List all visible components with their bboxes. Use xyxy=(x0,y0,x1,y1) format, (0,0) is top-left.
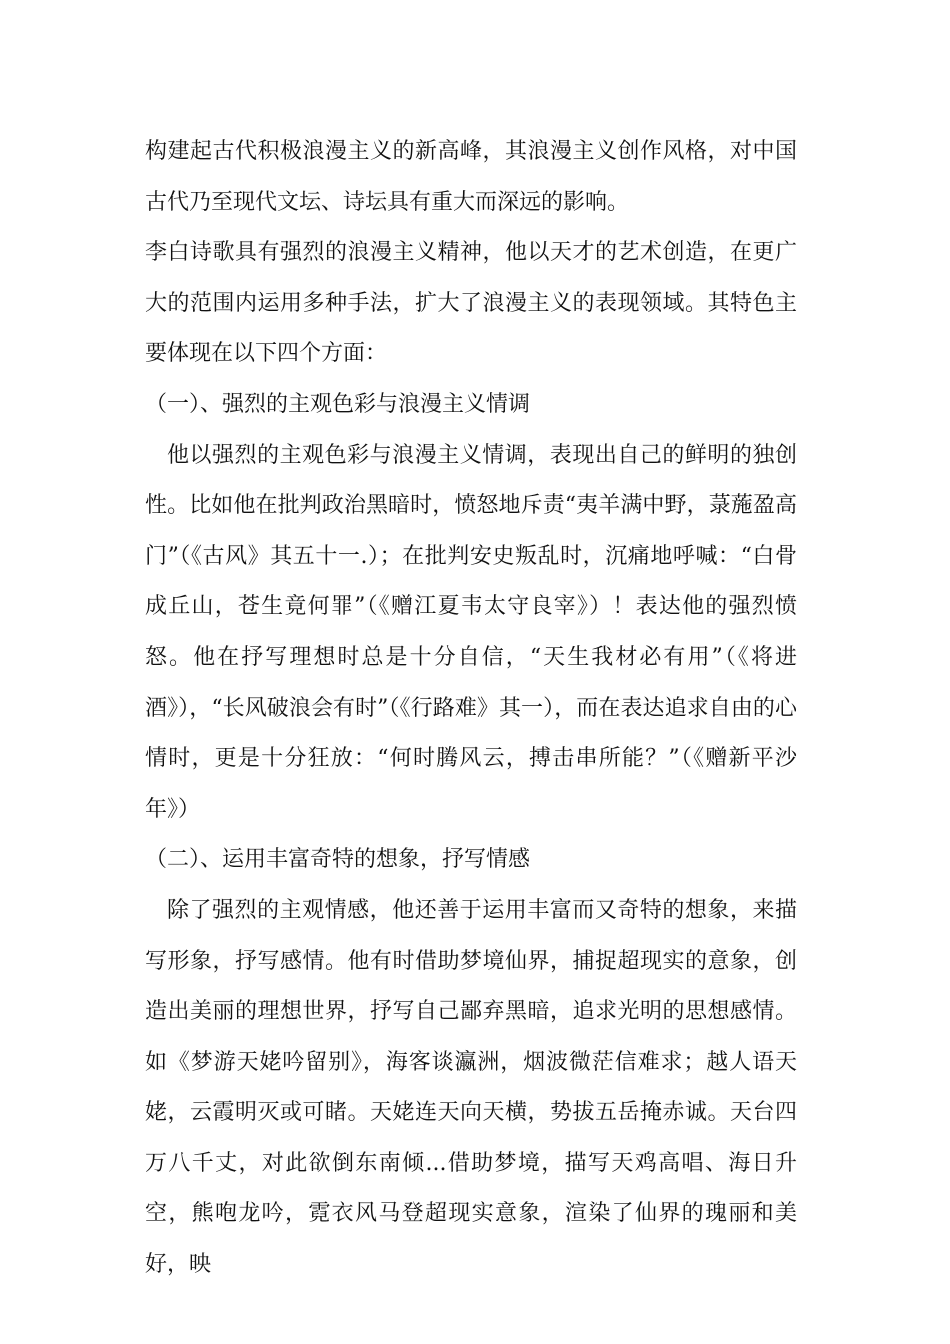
section-heading-1: （一）、强烈的主观色彩与浪漫主义情调 xyxy=(145,391,531,417)
section-heading-2: （二）、运用丰富奇特的想象，抒写情感 xyxy=(145,847,531,873)
paragraph-intro: 李白诗歌具有强烈的浪漫主义精神，他以天才的艺术创造，在更广大的范围内运用多种手法，扩大了浪漫主义的表现领域。其特色主要体现在以下四个方面： xyxy=(145,240,797,367)
paragraph-section-2: 除了强烈的主观情感，他还善于运用丰富而又奇特的想象，来描写形象，抒写感情。他有时借助梦境仙界，捕捉超现实的意象，创造出美丽的理想世界，抒写自己鄙弃黑暗，追求光明的思想感情。如《梦游天姥吟留别》，海客谈瀛洲，烟波微茫信难求；越人语天姥，云霞明灭或可睹。天姥连天向天横，势拔五岳掩赤诚。天台四万八千丈，对此欲倒东南倾...借助梦境，描写天鸡高唱、海日升空，熊咆龙吟，霓衣风马登超现实意象，渲染了仙界的瑰丽和美好，映 xyxy=(145,897,797,1278)
paragraph-continuation: 构建起古代积极浪漫主义的新高峰，其浪漫主义创作风格，对中国古代乃至现代文坛、诗坛具有重大而深远的影响。 xyxy=(145,139,797,215)
document-body xyxy=(145,127,797,1291)
paragraph-section-1: 他以强烈的主观色彩与浪漫主义情调，表现出自己的鲜明的独创性。比如他在批判政治黑暗时，愤怒地斥责“夷羊满中野，菉葹盈高门”（《古风》其五十一.）；在批判安史叛乱时，沉痛地呼喊：“白骨成丘山，苍生竟何罪”（《赠江夏韦太守良宰》）！表达他的强烈愤怒。他在抒写理想时总是十分自信，“天生我材必有用”（《将进酒》），“长风破浪会有时”（《行路难》其一），而在表达追求自由的心情时，更是十分狂放：“何时腾风云，搏击串所能？”（《赠新平沙年》） xyxy=(145,442,797,822)
